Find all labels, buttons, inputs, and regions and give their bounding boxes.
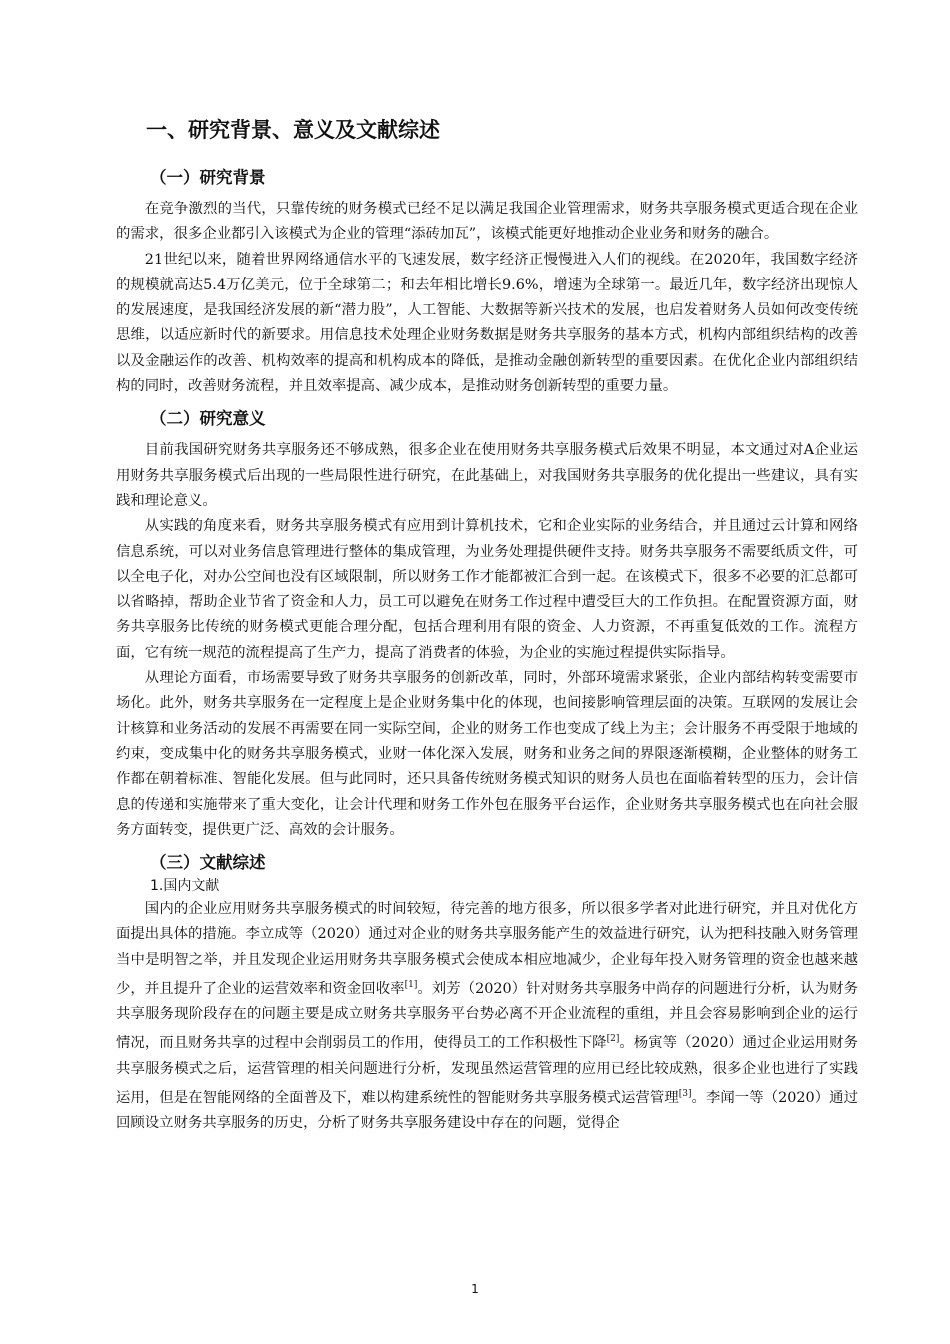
section-heading-significance: （二）研究意义 — [150, 409, 266, 429]
text-run: 国内的企业应用财务共享服务模式的时间较短，待完善的地方很多，所以很多学者对此进行研究，并且对优化方面提出具体的措施。李立成等（2020）通过对企业的财务共享服务能产生的效益进行研究，认为把科技融入财务管理当中是明智之举，并且发现企业运用财务共享服务模式会使成本相应地减少，企业每年投入财务管理的资金也越来越少，并且提升了企业的运营效率和资金回收率 — [116, 901, 858, 997]
paragraph: 从实践的角度来看，财务共享服务模式有应用到计算机技术，它和企业实际的业务结合，并且通过云计算和网络信息系统，可以对业务信息管理进行整体的集成管理，为业务处理提供硬件支持。财务共享服务不需要纸质文件，可以全电子化，对办公空间也没有区域限制，所以财务工作才能都被汇合到一起。在该模式下，很多不必要的汇总都可以省略掉，帮助企业节省了资金和人力，员工可以避免在财务工作过程中遭受巨大的工作负担。在配置资源方面，财务共享服务比传统的财务模式更能合理分配，包括合理利用有限的资金、人力资源，不再重复低效的工作。流程方面，它有统一规范的流程提高了生产力，提高了消费者的体验，为企业的实施过程提供实际指导。 — [116, 518, 858, 661]
chapter-title: 一、研究背景、意义及文献综述 — [146, 118, 440, 142]
paragraph-literature — [116, 897, 858, 1136]
section-heading-literature-review: （三）文献综述 — [150, 853, 266, 873]
paragraph: 在竞争激烈的当代，只靠传统的财务模式已经不足以满足我国企业管理需求，财务共享服务模式更适合现在企业的需求，很多企业都引入该模式为企业的管理“添砖加瓦”，该模式能更好地推动企业业务和财务的融合。 — [116, 201, 858, 243]
paragraph: 21世纪以来，随着世界网络通信水平的飞速发展，数字经济正慢慢进入人们的视线。在2020年，我国数字经济的规模就高达5.4万亿美元，位于全球第二；和去年相比增长9.6%，增速为全球第一。最近几年，数字经济出现惊人的发展速度，是我国经济发展的新“潜力股”，人工智能、大数据等新兴技术的发展，也启发着财务人员如何改变传统思维，以适应新时代的新要求。用信息技术处理企业财务数据是财务共享服务的基本方式，机构内部组织结构的改善以及金融运作的改善、机构效率的提高和机构成本的降低，是推动金融创新转型的重要因素。在优化企业内部组织结构的同时，改善财务流程，并且效率提高、减少成本，是推动财务创新转型的重要力量。 — [116, 251, 858, 395]
section-heading-background: （一）研究背景 — [150, 168, 266, 187]
citation-2: [2] — [606, 1034, 620, 1045]
page-content — [116, 116, 858, 1136]
citation-1: [1] — [404, 980, 418, 991]
citation-3: [3] — [678, 1088, 692, 1099]
page-number: 1 — [471, 1282, 479, 1296]
paragraph: 从理论方面看，市场需要导致了财务共享服务的创新改革，同时，外部环境需求紧张，企业内部结构转变需要市场化。此外，财务共享服务在一定程度上是企业财务集中化的体现，也间接影响管理层面的决策。互联网的发展让会计核算和业务活动的发展不再需要在同一实际空间，企业的财务工作也变成了线上为主；会计服务不再受限于地域的约束，变成集中化的财务共享服务模式，业财一体化深入发展，财务和业务之间的界限逐渐模糊，企业整体的财务工作都在朝着标准、智能化发展。但与此同时，还只具备传统财务模式知识的财务人员也在面临着转型的压力，会计信息的传递和实施带来了重大变化，让会计代理和财务工作外包在服务平台运作，企业财务共享服务模式也在向社会服务方面转变，提供更广泛、高效的会计服务。 — [116, 670, 858, 838]
text-run: 。刘芳（2020）针对财务共享服务中尚存的问题进行分析，认为财务共享服务现阶段存在的问题主要是成立财务共享服务平台势必离不开企业流程的重组，并且会容易影响到企业的运行情况，而且财务共享的过程中会削弱员工的作用，使得员工的工作积极性下降 — [116, 980, 858, 1052]
paragraph: 目前我国研究财务共享服务还不够成熟，很多企业在使用财务共享服务模式后效果不明显，本文通过对A企业运用财务共享服务模式后出现的一些局限性进行研究，在此基础上，对我国财务共享服务的优化提出一些建议，具有实践和理论意义。 — [116, 442, 858, 509]
subsection-heading-domestic-literature: 1.国内文献 — [150, 878, 220, 895]
text-run: 。杨寅等（2020）通过企业运用财务共享服务模式之后，运营管理的相关问题进行分析，发现虽然运营管理的应用已经比较成熟，很多企业也进行了实践运用，但是在智能网络的全面普及下，难以构建系统性的智能财务共享服务模式运营管理 — [116, 1035, 858, 1106]
text-run: 。李闻一等（2020）通过回顾设立财务共享服务的历史，分析了财务共享服务建设中存在的问题，觉得企 — [116, 1089, 858, 1131]
